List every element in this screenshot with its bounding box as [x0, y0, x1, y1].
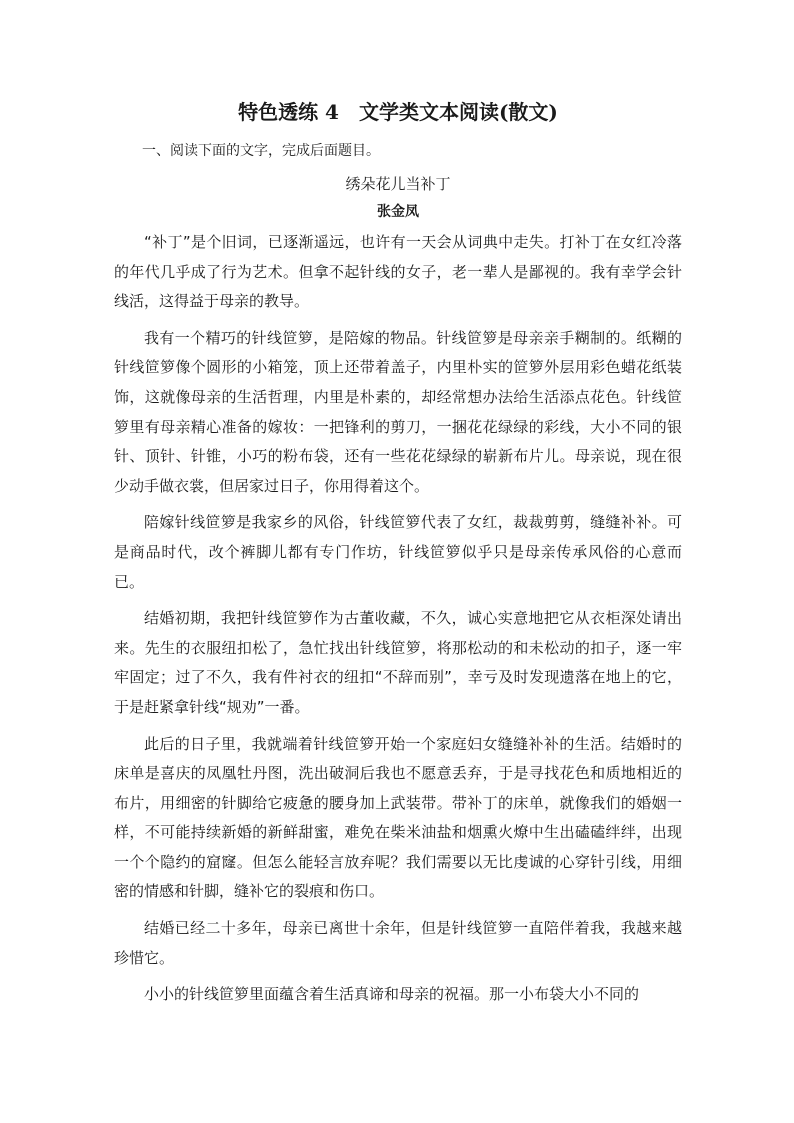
paragraph-3: 陪嫁针线笸箩是我家乡的风俗，针线笸箩代表了女红，裁裁剪剪，缝缝补补。可是商品时代，改个裤脚儿都有专门作坊，针线笸箩似乎只是母亲传承风俗的心意而已。: [114, 513, 682, 591]
essay-title: 绣朵花儿当补丁: [345, 175, 451, 193]
paragraph-2: 我有一个精巧的针线笸箩，是陪嫁的物品。针线笸箩是母亲亲手糊制的。纸糊的针线笸箩像个圆形的小箱笼，顶上还带着盖子，内里朴实的笸箩外层用彩色蜡花纸装饰，这就像母亲的生活哲理，内里是朴素的，却经常想办法给生活添点花色。针线笸箩里有母亲精心准备的嫁妆：一把锋利的剪刀，一捆花花绿绿的彩线，大小不同的银针、顶针、针锥，小巧的粉布袋，还有一些花花绿绿的崭新布片儿。母亲说，现在很少动手做衣裳，但居家过日子，你用得着这个。: [114, 328, 682, 495]
paragraph-1: “补丁”是个旧词，已逐渐遥远，也许有一天会从词典中走失。打补丁在女红冷落的年代几乎成了行为艺术。但拿不起针线的女子，老一辈人是鄙视的。我有幸学会针线活，这得益于母亲的教导。: [114, 233, 682, 311]
paragraph-6: 结婚已经二十多年，母亲已离世十余年，但是针线笸箩一直陪伴着我，我越来越珍惜它。: [114, 919, 682, 967]
paragraph-7: 小小的针线笸箩里面蕴含着生活真谛和母亲的祝福。那一小布袋大小不同的: [144, 985, 640, 1004]
document-page: [114, 96, 682, 1017]
paragraph-4: 结婚初期，我把针线笸箩作为古董收藏，不久，诚心实意地把它从衣柜深处请出来。先生的衣服纽扣松了，急忙找出针线笸箩，将那松动的和未松动的扣子，逐一牢牢固定；过了不久，我有件衬衣的纽扣“不辞而别”，幸亏及时发现遗落在地上的它，于是赶紧拿针线“规劝”一番。: [114, 609, 682, 716]
page-title: 特色透练 4 文学类文本阅读(散文): [238, 100, 558, 124]
essay-author: 张金凤: [377, 204, 419, 220]
reading-instruction: 一、阅读下面的文字，完成后面题目。: [142, 143, 380, 159]
paragraph-5: 此后的日子里，我就端着针线笸箩开始一个家庭妇女缝缝补补的生活。结婚时的床单是喜庆的凤凰牡丹图，洗出破洞后我也不愿意丢弃，于是寻找花色和质地相近的布片，用细密的针脚给它疲惫的腰身加上武装带。带补丁的床单，就像我们的婚姻一样，不可能持续新婚的新鲜甜蜜，难免在柴米油盐和烟熏火燎中生出磕磕绊绊，出现一个个隐约的窟窿。但怎么能轻言放弃呢？我们需要以无比虔诚的心穿针引线，用细密的情感和针脚，缝补它的裂痕和伤口。: [114, 734, 682, 901]
essay-body: [114, 228, 682, 1010]
